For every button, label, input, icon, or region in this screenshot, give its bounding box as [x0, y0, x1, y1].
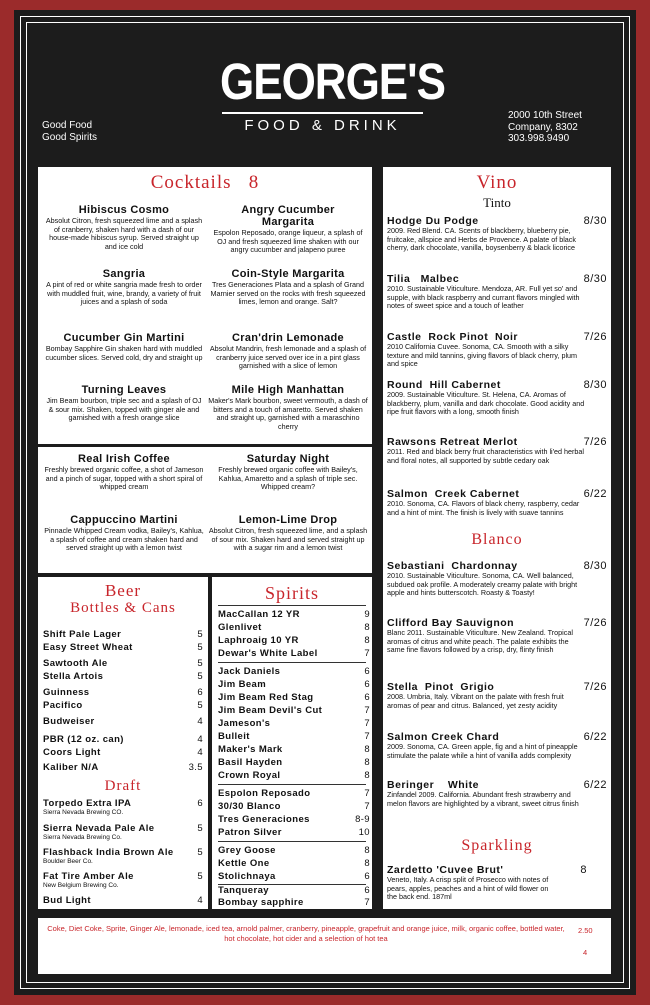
- wine-name: Round Hill Cabernet: [387, 379, 501, 391]
- cocktail-item: [44, 332, 204, 362]
- spirit-name: Stolichnaya: [218, 871, 276, 882]
- wine-price: 6/22: [583, 779, 607, 791]
- non-alcoholic-price: 2.50: [578, 926, 593, 935]
- cocktail-description: Absolut Citron, fresh squeezed lime, and a splash of sour mix. Shaken hard and served straight up with a sugar rim and a lemon twist: [208, 526, 368, 553]
- spirit-price: 9: [364, 609, 370, 620]
- spirit-name: Jim Beam Red Stag: [218, 692, 314, 703]
- spirit-name: Laphroaig 10 YR: [218, 635, 299, 646]
- cocktails-panel: [38, 167, 372, 444]
- cocktail-description: A pint of red or white sangria made fresh to order with muddled fruit, wine, brandy, a variety of fruit juices and a splash of soda: [46, 280, 202, 307]
- spirit-price: 7: [364, 705, 370, 716]
- wine-description: 2009. Red Blend. CA. Scents of blackberry, blueberry pie, fruitcake, allspice and Herbs de Provence. A palate of black cherry, dark chocolate, vanilla, boysenberry & black licorice: [387, 226, 576, 253]
- cocktail-item: [44, 384, 204, 423]
- wine-description: 2008. Umbria, Italy. Vibrant on the palate with fresh fruit aromas of pear and citrus. Balanced, yet zesty acidity: [387, 692, 564, 710]
- beer-name: Guinness: [43, 687, 90, 698]
- beer-row: [43, 671, 203, 682]
- cocktail-description: Freshly brewed organic coffee with Bailey's, Kahlua, Amaretto and a splash of triple sec. Whipped cream?: [218, 465, 358, 492]
- beer-row: [43, 762, 203, 773]
- spirit-name: Jim Beam Devil's Cut: [218, 705, 323, 716]
- beer-name: Torpedo Extra IPA: [43, 798, 132, 809]
- spirit-name: Kettle One: [218, 858, 270, 869]
- wine-price: 8/30: [583, 215, 607, 227]
- warm-drinks-panel: [38, 447, 372, 573]
- cocktail-item: [44, 514, 204, 553]
- beer-price: 6: [197, 687, 203, 698]
- spirit-name: 30/30 Blanco: [218, 801, 281, 812]
- wine-description: 2011. Red and black berry fruit characteristics with li'ed herbal and floral notes, all supported by subtle cedary oak: [387, 447, 584, 465]
- beer-price: 5: [197, 847, 203, 858]
- spirit-price: 7: [364, 718, 370, 729]
- wine-row: [387, 779, 607, 808]
- cocktail-name: Turning Leaves: [81, 384, 167, 396]
- spirit-price: 7: [364, 788, 370, 799]
- beer-name: Stella Artois: [43, 671, 104, 682]
- non-alcoholic-panel: [38, 918, 611, 974]
- wine-description: Zinfandel 2009. California. Abundant fresh strawberry and melon flavors are highlighted by a vibrant, sweet citrus finish: [387, 790, 579, 808]
- cocktail-description: Espolon Reposado, orange liqueur, a splash of OJ and fresh squeezed lime shaken with our angry cucumber and jalapeno puree: [213, 228, 363, 255]
- cocktail-item: [208, 453, 368, 492]
- beer-name: Kaliber N/A: [43, 762, 99, 773]
- beer-name: Shift Pale Lager: [43, 629, 122, 640]
- beer-subtitle: Bottles & Cans: [70, 600, 176, 616]
- spirit-row: [218, 692, 370, 703]
- beer-panel: [38, 577, 208, 909]
- spirits-divider: [218, 605, 366, 606]
- beer-price: 4: [197, 716, 203, 727]
- beer-price: 4: [197, 747, 203, 758]
- spirit-row: [218, 845, 370, 856]
- tagline-line: Good Spirits: [42, 132, 98, 143]
- spirit-name: Tres Generaciones: [218, 814, 310, 825]
- beer-title: Beer: [104, 581, 142, 600]
- cocktail-description: Absolut Citron, fresh squeezed lime and a splash of cranberry, shaken hard with a dash of our house-made hibiscus syrup. Served straight up and ice cold: [45, 216, 203, 251]
- spirit-price: 7: [364, 731, 370, 742]
- wine-description: Blanc 2011. Sustainable Viticulture. New Zealand. Tropical aromas of citrus and white peach. The palate exhibits the same fine flavors followed by a crisp, dry, flinty finish: [387, 628, 573, 655]
- cocktails-title: Cocktails 8: [150, 172, 260, 193]
- cocktail-item: [44, 453, 204, 492]
- spirit-row: [218, 622, 370, 633]
- beer-name: Pacifico: [43, 700, 83, 711]
- spirit-row: [218, 731, 370, 742]
- spirit-name: Grey Goose: [218, 845, 276, 856]
- beer-price: 5: [197, 642, 203, 653]
- cocktail-description: Absolut Mandrin, fresh lemonade and a splash of cranberry juice served over ice in a pint glass garnished with a slice of lemon: [209, 344, 367, 371]
- cocktail-name: Hibiscus Cosmo: [78, 204, 170, 216]
- cocktail-name: Sangria: [102, 268, 146, 280]
- spirit-row: [218, 897, 370, 908]
- beer-price: 5: [197, 671, 203, 682]
- beer-name: Flashback India Brown Ale: [43, 847, 174, 858]
- beer-name: Sawtooth Ale: [43, 658, 108, 669]
- cocktail-item: [44, 268, 204, 307]
- tinto-title: Tinto: [483, 195, 511, 210]
- beer-row: [43, 642, 203, 653]
- spirit-name: Bombay sapphire: [218, 897, 304, 908]
- address-line: Company, 8302: [508, 121, 578, 133]
- wine-price: 8: [580, 864, 587, 876]
- beer-row: [43, 629, 203, 640]
- beer-row: [43, 747, 203, 758]
- wine-price: 8/30: [583, 273, 607, 285]
- spirit-row: [218, 788, 370, 799]
- spirits-divider: [218, 841, 366, 842]
- spirit-name: Maker's Mark: [218, 744, 283, 755]
- spirit-name: Jack Daniels: [218, 666, 281, 677]
- wine-name: Clifford Bay Sauvignon: [387, 617, 515, 629]
- spirit-row: [218, 871, 370, 882]
- spirit-price: 8: [364, 845, 370, 856]
- beer-name: Fat Tire Amber Ale: [43, 871, 134, 882]
- spirit-price: 8: [364, 744, 370, 755]
- beer-row: [43, 716, 203, 727]
- cocktail-description: Jim Beam bourbon, triple sec and a splash of OJ & sour mix. Shaken, topped with ginger ale and garnished with a fresh orange slice: [46, 396, 202, 423]
- tagline-line: Good Food: [42, 120, 93, 131]
- wine-price: 7/26: [583, 331, 607, 343]
- wine-description: 2010. Sonoma, CA. Flavors of black cherry, raspberry, cedar and a hint of mint. The finish is lively with suave tannins: [387, 499, 580, 517]
- cocktail-name: Real Irish Coffee: [78, 453, 170, 465]
- brewery-name: Boulder Beer Co.: [43, 858, 93, 865]
- logo-rule: [222, 112, 423, 114]
- sparkling-title: Sparkling: [461, 837, 533, 854]
- spirit-price: 8: [364, 635, 370, 646]
- wine-row: [387, 379, 607, 417]
- wine-name: Hodge Du Podge: [387, 215, 479, 227]
- address-line: 303.998.9490: [508, 133, 570, 144]
- wine-price: 8/30: [583, 379, 607, 391]
- spirit-price: 8: [364, 858, 370, 869]
- beer-row: [43, 687, 203, 698]
- cocktail-item: [208, 332, 368, 371]
- cocktail-name: Cucumber Gin Martini: [63, 332, 185, 344]
- wine-row: [387, 488, 607, 517]
- cocktail-name: Lemon-Lime Drop: [238, 514, 338, 526]
- cocktail-description: Tres Generaciones Plata and a splash of Grand Marnier served on the rocks with fresh squeezed limes, lemon and orange. Salt?: [210, 280, 366, 307]
- address-line: 2000 10th Street: [508, 110, 582, 121]
- wine-description: 2009. Sonoma, CA. Green apple, fig and a hint of pineapple stimulate the palate while a hint of vanilla adds complexity: [387, 742, 578, 760]
- wine-row: [387, 215, 607, 253]
- spirit-name: Basil Hayden: [218, 757, 283, 768]
- beer-name: Sierra Nevada Pale Ale: [43, 823, 155, 834]
- spirit-price: 6: [364, 692, 370, 703]
- beer-price: 5: [197, 871, 203, 882]
- spirit-row: [218, 827, 370, 838]
- wine-row: [387, 273, 607, 311]
- wine-name: Rawsons Retreat Merlot: [387, 436, 518, 448]
- logo-name: GEORGE'S: [220, 54, 445, 111]
- beer-row: [43, 871, 203, 889]
- wine-row: [387, 617, 607, 655]
- spirit-price: 8: [364, 622, 370, 633]
- cocktail-item: [208, 384, 368, 431]
- spirit-name: Espolon Reposado: [218, 788, 311, 799]
- spirit-price: 6: [364, 871, 370, 882]
- wine-price: 7/26: [583, 436, 607, 448]
- wine-price: 6/22: [583, 488, 607, 500]
- spirit-name: Crown Royal: [218, 770, 281, 781]
- wine-name: Salmon Creek Cabernet: [387, 488, 520, 500]
- spirit-price: 8: [364, 757, 370, 768]
- beer-row: [43, 823, 203, 841]
- wine-price: 7/26: [583, 681, 607, 693]
- wine-name: Stella Pinot Grigio: [387, 681, 495, 693]
- spirit-row: [218, 705, 370, 716]
- beer-price: 5: [197, 823, 203, 834]
- spirit-row: [218, 679, 370, 690]
- beer-row: [43, 798, 203, 816]
- cocktail-description: Freshly brewed organic coffee, a shot of Jameson and a pinch of sugar, topped with a short spiral of whipped cream: [44, 465, 204, 492]
- wine-price: 7/26: [583, 617, 607, 629]
- spirit-row: [218, 757, 370, 768]
- wine-row: [387, 681, 607, 710]
- wine-price: 6/22: [583, 731, 607, 743]
- wine-name: Salmon Creek Chard: [387, 731, 500, 743]
- spirit-row: [218, 885, 370, 896]
- brewery-name: Sierra Nevada Brewing CO.: [43, 809, 124, 816]
- wine-price: 8/30: [583, 560, 607, 572]
- beer-row: [43, 700, 203, 711]
- spirit-name: Jameson's: [218, 718, 271, 729]
- non-alcoholic-price: 4: [583, 948, 588, 957]
- spirit-price: 10: [358, 827, 370, 838]
- cocktail-description: Maker's Mark bourbon, sweet vermouth, a dash of bitters and a touch of amaretto. Served shaken and straight up, garnished with a maraschino cherry: [208, 396, 368, 431]
- spirit-price: 6: [364, 885, 370, 896]
- beer-name: Easy Street Wheat: [43, 642, 133, 653]
- spirit-price: 6: [364, 666, 370, 677]
- wine-description: 2009. Sustainable Viticulture. St. Helena, CA. Aromas of blackberry, plum, vanilla and dark chocolate. Good acidity and ripe fruit flavors with a long, smooth finish: [387, 390, 585, 417]
- cocktail-item: [208, 268, 368, 307]
- blanco-title: Blanco: [471, 531, 523, 548]
- wine-row: [387, 864, 607, 902]
- spirit-price: 7: [364, 897, 370, 908]
- beer-name: Bud Light: [43, 895, 91, 906]
- beer-row: [43, 658, 203, 669]
- wine-row: [387, 436, 607, 465]
- spirit-row: [218, 635, 370, 646]
- beer-price: 4: [197, 734, 203, 745]
- spirit-name: Glenlivet: [218, 622, 262, 633]
- spirit-row: [218, 666, 370, 677]
- cocktail-description: Bombay Sapphire Gin shaken hard with muddled cucumber slices. Served cold, dry and straight up: [45, 344, 203, 362]
- wine-name: Tilia Malbec: [387, 273, 460, 285]
- spirit-row: [218, 718, 370, 729]
- wine-row: [387, 331, 607, 369]
- wine-name: Castle Rock Pinot Noir: [387, 331, 519, 343]
- beer-price: 5: [197, 629, 203, 640]
- spirit-price: 6: [364, 679, 370, 690]
- non-alcoholic-list: Coke, Diet Coke, Sprite, Ginger Ale, lemonade, iced tea, arnold palmer, cranberry, pineapple, grapefruit and orange juice, milk, organic coffee, bottled water, hot chocolate, hot cider and a selection of hot tea: [47, 924, 565, 943]
- cocktail-name: Cran'drin Lemonade: [232, 332, 344, 344]
- spirit-price: 7: [364, 801, 370, 812]
- wine-name: Zardetto 'Cuvee Brut': [387, 864, 504, 876]
- spirit-price: 8: [364, 770, 370, 781]
- wine-name: Sebastiani Chardonnay: [387, 560, 518, 572]
- spirit-row: [218, 770, 370, 781]
- cocktail-name: Angry Cucumber Margarita: [241, 204, 335, 228]
- spirit-price: 8-9: [355, 814, 370, 825]
- beer-row: [43, 847, 203, 865]
- spirit-row: [218, 814, 370, 825]
- spirits-title: Spirits: [264, 583, 319, 603]
- beer-name: Coors Light: [43, 747, 101, 758]
- spirits-divider: [218, 784, 366, 785]
- beer-row: [43, 734, 203, 745]
- wine-description: Veneto, Italy. A crisp split of Prosecco with notes of pears, apples, peaches and a hint of wild flower on the back end. 187ml: [387, 875, 549, 902]
- beer-row: [43, 895, 203, 906]
- spirit-name: Dewar's White Label: [218, 648, 318, 659]
- spirit-row: [218, 609, 370, 620]
- spirits-divider: [218, 662, 366, 663]
- cocktail-name: Coin-Style Margarita: [231, 268, 345, 280]
- spirit-name: Tanqueray: [218, 885, 269, 896]
- beer-price: 4: [197, 895, 203, 906]
- cocktail-item: [44, 204, 204, 251]
- brewery-name: New Belgium Brewing Co.: [43, 882, 119, 889]
- wine-description: 2010 California Cuvee. Sonoma, CA. Smooth with a silky texture and mild tannins, giving flavors of black cherry, plum and spice: [387, 342, 578, 369]
- vino-title: Vino: [476, 172, 518, 193]
- cocktail-item: [208, 514, 368, 553]
- cocktail-name: Cappuccino Martini: [70, 514, 178, 526]
- cocktail-name: Saturday Night: [246, 453, 330, 465]
- wine-name: Beringer White: [387, 779, 479, 791]
- spirits-panel: [212, 577, 372, 909]
- logo-subtitle: FOOD & DRINK: [244, 117, 401, 134]
- beer-name: Budweiser: [43, 716, 95, 727]
- spirit-name: MacCallan 12 YR: [218, 609, 300, 620]
- wine-description: 2010. Sustainable Viticulture. Sonoma, CA. Well balanced, subdued oak profile. A moderately creamy palate with bright apple and hints butterscotch. Roasty & Toasty!: [387, 571, 578, 598]
- wine-description: 2010. Sustainable Viticulture. Mendoza, AR. Full yet so' and supple, with black raspberry and currant flavors mingled with notes of sweet spice and a touch of leather: [387, 284, 580, 311]
- wine-row: [387, 731, 607, 760]
- beer-price: 3.5: [188, 762, 203, 773]
- wine-row: [387, 560, 607, 598]
- beer-name: PBR (12 oz. can): [43, 734, 124, 745]
- cocktail-name: Mile High Manhattan: [231, 384, 345, 396]
- spirit-name: Bulleit: [218, 731, 250, 742]
- logo: [220, 54, 445, 145]
- spirit-row: [218, 744, 370, 755]
- tagline: [42, 120, 97, 144]
- beer-price: 6: [197, 798, 203, 809]
- cocktail-description: Pinnacle Whipped Cream vodka, Bailey's, Kahlua, a splash of coffee and cream shaken hard and served straight up with a lemon twist: [44, 526, 204, 553]
- spirit-name: Jim Beam: [218, 679, 267, 690]
- beer-price: 5: [197, 658, 203, 669]
- spirit-row: [218, 648, 370, 659]
- brewery-name: Sierra Nevada Brewing Co.: [43, 834, 122, 841]
- beer-price: 5: [197, 700, 203, 711]
- spirit-name: Patron Silver: [218, 827, 282, 838]
- cocktail-item: [208, 204, 368, 255]
- spirit-row: [218, 858, 370, 869]
- spirit-price: 7: [364, 648, 370, 659]
- address: [508, 110, 582, 145]
- vino-panel: [383, 167, 611, 909]
- spirit-row: [218, 801, 370, 812]
- draft-title: Draft: [104, 778, 142, 794]
